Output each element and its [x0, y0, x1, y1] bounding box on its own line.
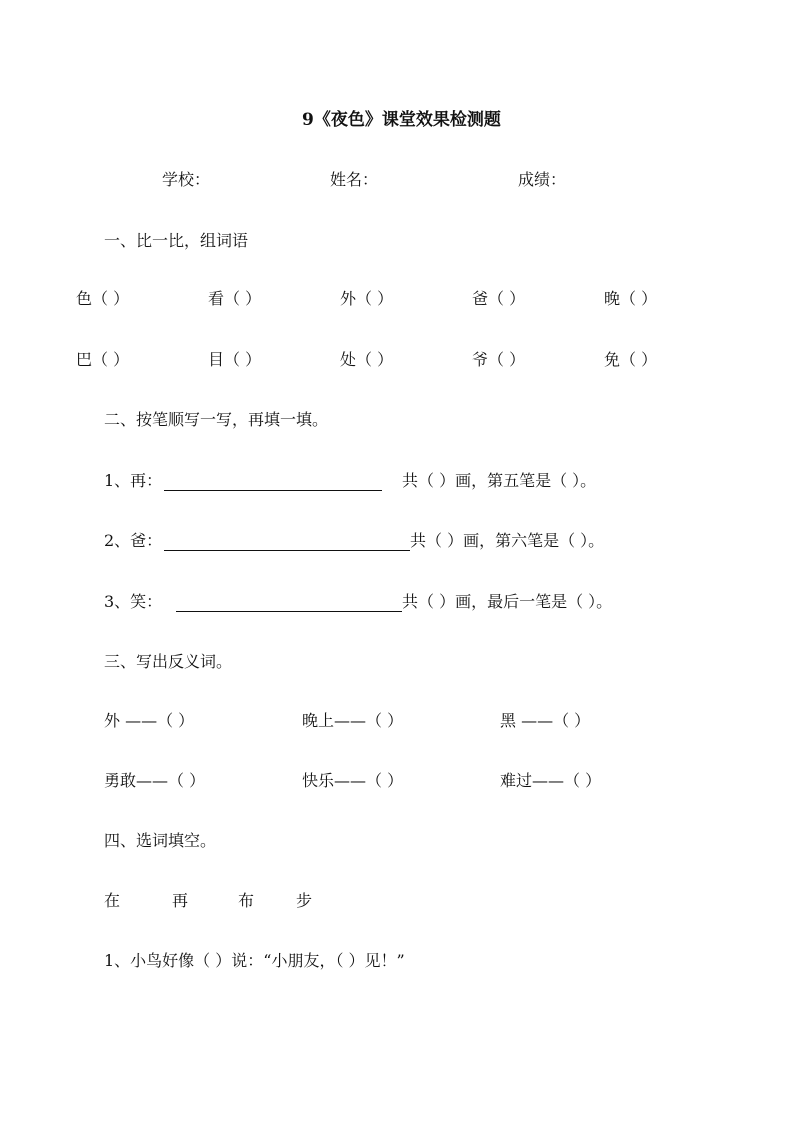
fill-question: 1、小鸟好像（ ）说：“小朋友，（ ）见！”: [104, 951, 405, 970]
antonym-item: 快乐——（ ）: [302, 771, 404, 790]
page-title: 9《夜色》课堂效果检测题: [302, 110, 501, 130]
antonym-item: 晚上——（ ）: [302, 711, 404, 730]
stroke-blanks: 共（ ）画，第六笔是（ ）。: [410, 531, 605, 550]
compare-item: 处（ ）: [340, 350, 394, 369]
stroke-question: [104, 592, 162, 612]
section3-heading: 三、写出反义词。: [104, 652, 233, 671]
writing-line[interactable]: [164, 534, 410, 551]
compare-item: 爸（ ）: [472, 289, 526, 308]
section4-heading: 四、选词填空。: [104, 831, 217, 850]
section1-heading: 一、比一比，组词语: [104, 231, 249, 250]
writing-line[interactable]: [176, 595, 402, 612]
stroke-blanks: 共（ ）画，最后一笔是（ ）。: [402, 592, 613, 611]
question-label: 2、爸：: [104, 531, 163, 550]
stroke-blanks: 共（ ）画，第五笔是（ ）。: [402, 471, 597, 490]
name-label: 姓名：: [330, 170, 379, 189]
word-bank-item: 再: [172, 891, 189, 910]
word-bank-item: 布: [238, 891, 255, 910]
question-label: 1、再：: [104, 471, 163, 490]
stroke-question: [104, 471, 162, 491]
stroke-question: [104, 531, 162, 551]
antonym-item: 黑 ——（ ）: [500, 711, 591, 730]
word-bank-item: 步: [296, 891, 313, 910]
compare-item: 色（ ）: [76, 289, 130, 308]
antonym-item: 勇敢——（ ）: [104, 771, 206, 790]
compare-item: 免（ ）: [604, 350, 658, 369]
word-bank-item: 在: [104, 891, 121, 910]
compare-item: 巴（ ）: [76, 350, 130, 369]
section2-heading: 二、按笔顺写一写，再填一填。: [104, 410, 329, 429]
school-label: 学校：: [162, 170, 211, 189]
writing-line[interactable]: [164, 474, 382, 491]
score-label: 成绩：: [518, 170, 567, 189]
compare-item: 目（ ）: [208, 350, 262, 369]
antonym-item: 难过——（ ）: [500, 771, 602, 790]
compare-item: 晚（ ）: [604, 289, 658, 308]
compare-item: 爷（ ）: [472, 350, 526, 369]
compare-item: 外（ ）: [340, 289, 394, 308]
antonym-item: 外 ——（ ）: [104, 711, 195, 730]
compare-item: 看（ ）: [208, 289, 262, 308]
question-label: 3、笑：: [104, 592, 163, 611]
